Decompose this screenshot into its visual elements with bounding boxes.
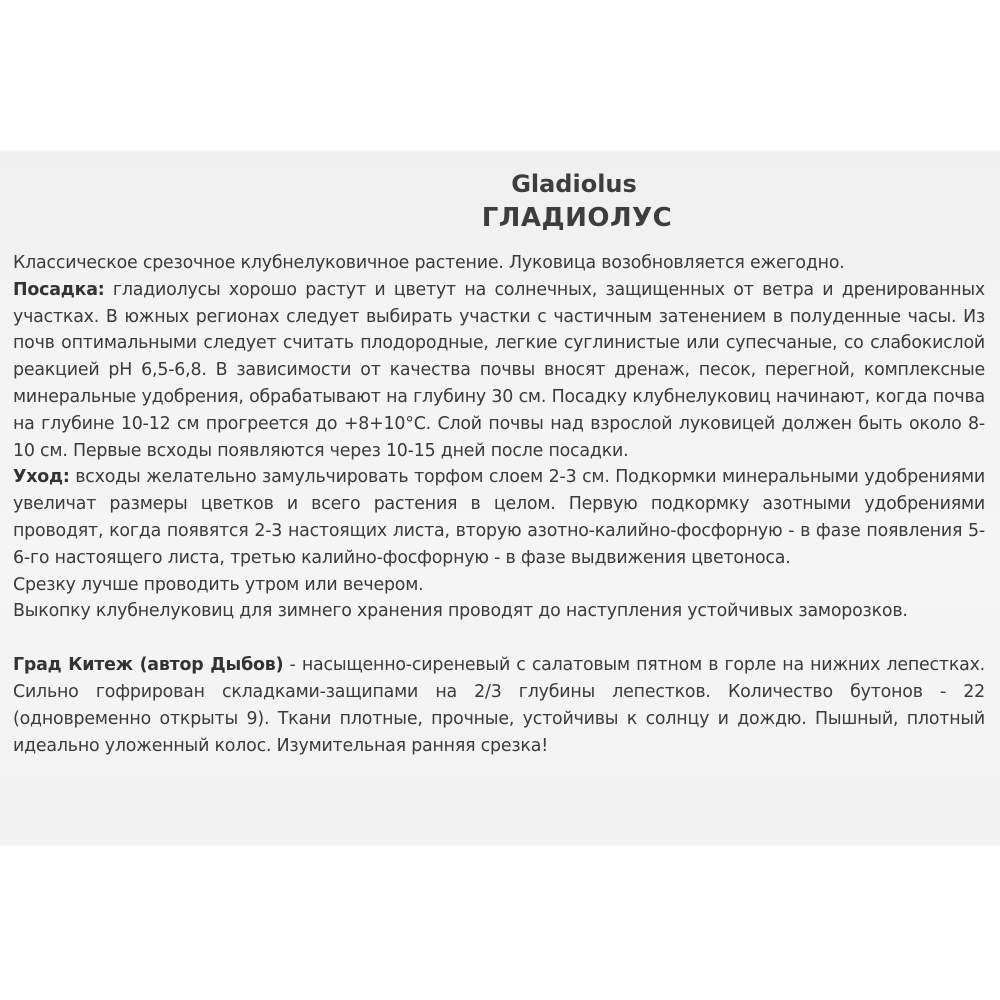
care-text: всходы желательно замульчировать торфом слоем 2-3 см. Подкормки минеральными удобрениями увеличат размеры цветков и всего растения в целом. Первую подкормку азотными удобрениями проводят, когда появятся 2-3 настоящих листа, вторую азотно-калийно-фосфорную - в фазе появления 5-6-го настоящего листа, третью калийно-фосфорную - в фазе выдвижения цветоноса. bbox=[13, 467, 986, 568]
digging-paragraph: Выкопку клубнелуковиц для зимнего хранения проводят до наступления устойчивых заморозков. bbox=[13, 601, 908, 622]
variety-name: Град Китеж (автор Дыбов) bbox=[13, 655, 284, 676]
planting-text: гладиолусы хорошо растут и цветут на солнечных, защищенных от ветра и дренированных участках. В южных регионах следует выбирать участки с частичным затенением в полуденные часы. Из почв оптимальными следует считать плодородные, легкие суглинистые или супесчаные, со слабокислой реакцией pH 6,5-6,8. В зависимости от качества почвы вносят дренаж, песок, перегной, комплексные минеральные удобрения, обрабатывают на глубину 30 см. Посадку клубнелуковиц начинают, когда почва на глубине 10-12 см прогреется до +8+10°С. Слой почвы над взрослой луковицей должен быть около 8-10 см. Первые всходы появляются через 10-15 дней после посадки. bbox=[13, 279, 985, 461]
spacer bbox=[13, 625, 985, 652]
title-latin: Gladiolus bbox=[511, 170, 637, 198]
product-label bbox=[0, 152, 1000, 844]
cutting-paragraph: Срезку лучше проводить утром или вечером. bbox=[13, 574, 424, 595]
title-block bbox=[163, 168, 985, 236]
variety-paragraph bbox=[13, 652, 985, 759]
care-paragraph bbox=[13, 464, 985, 571]
intro-paragraph: Классическое срезочное клубнелуковичное растение. Луковица возобновляется ежегодно. bbox=[13, 253, 845, 273]
label-content bbox=[13, 168, 985, 759]
variety-text: - насыщенно-сиреневый с салатовым пятном в горле на нижних лепестках. Сильно гофрирован складками-защипами на 2/3 глубины лепестков. Количество бутонов - 22 (одновременно открыты 9). Ткани плотные, прочные, устойчивы к солнцу и дождю. Пышный, плотный идеально уложенный колос. Изумительная ранняя срезка! bbox=[13, 655, 986, 756]
planting-paragraph bbox=[13, 277, 985, 465]
planting-label: Посадка: bbox=[13, 279, 105, 300]
care-label: Уход: bbox=[13, 467, 70, 488]
title-cyrillic: ГЛАДИОЛУС bbox=[481, 203, 673, 233]
